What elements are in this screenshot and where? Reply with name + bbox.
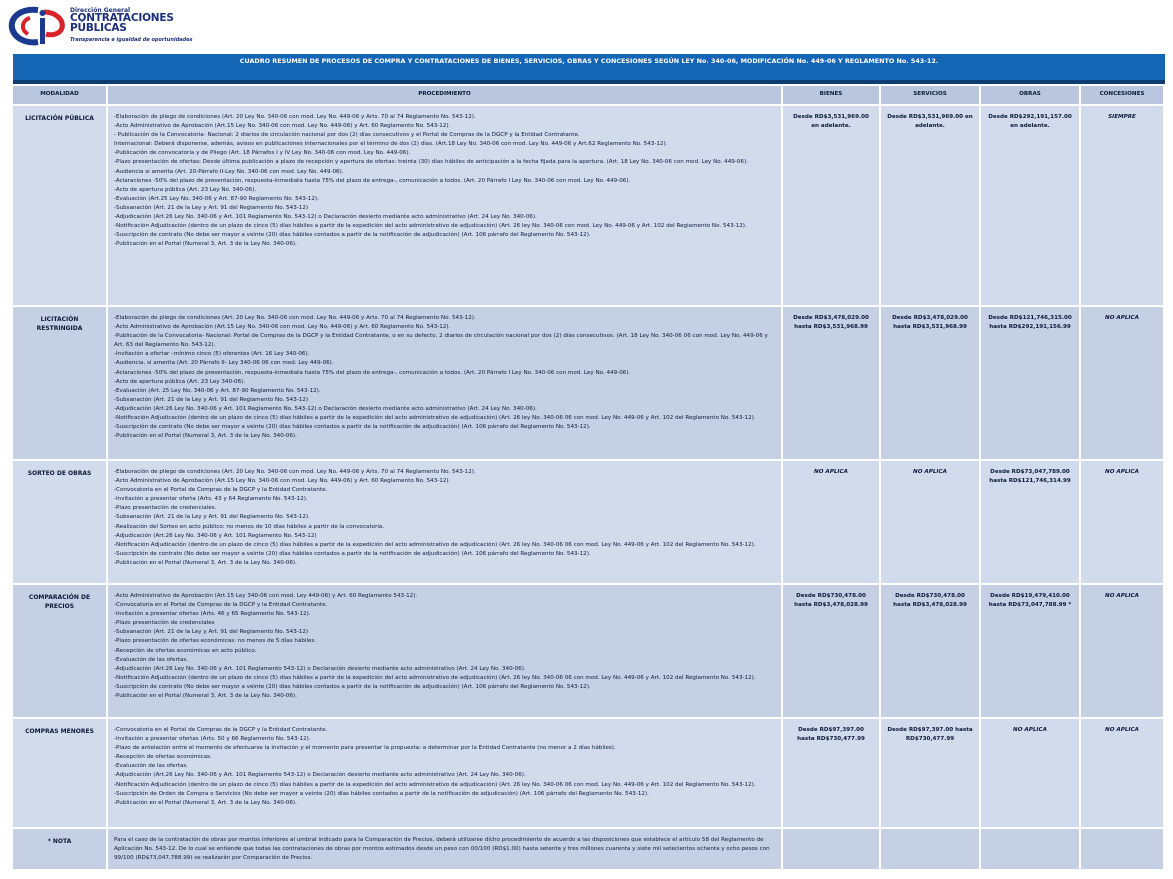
- procedimiento-step: -Invitación a ofertar –mínimo cinco (5) oferentes (Art. 16 Ley 340-06).: [114, 351, 310, 358]
- procedimiento-step: -Suscripción de contrato (No debe ser mayor a veinte (20) días hábiles contados a partir de la notificación de adjudicación) (Art. 106 párrafo del Reglamento No. 543-12).: [114, 550, 591, 557]
- procedimiento-step: -Subsanación (Art. 21 de la Ley y Art. 91 del Reglamento No. 543-12): [114, 629, 309, 636]
- procedimiento-step: -Suscripción de contrato (No debe ser mayor a veinte (20) días hábiles contados a partir de la notificación de adjudicación) (Art. 106 párrafo del Reglamento No. 543-12).: [114, 232, 591, 239]
- procedimiento-step: Internacional: Deberá disponerse, además, avisos en publicaciones internacionales por el término de dos (2) días. (Art.18 Ley No. 340-06 con mod. Ley No. 449-06 y Art.62 Reglamento No. 543-12).: [114, 141, 668, 148]
- procedimiento-step: -Aclaraciones -50% del plazo de presentación, respuesta-inmediata hasta 75% del plazo de entrega-, comunicación a todos. (Art. 20 Párrafo I Ley No. 340-06 con mod. Ley No. 449-06).: [114, 369, 631, 376]
- procedimiento-step: -Plazo presentación de credenciales.: [114, 505, 217, 512]
- summary-table: [13, 86, 1165, 871]
- procedimiento-step: -Convocatoria en el Portal de Compras de la DGCP y la Entidad Contratante.: [114, 602, 328, 609]
- procedimiento-step: -Plazo presentación de credenciales: [114, 620, 215, 627]
- procedimiento-step: -Plazo presentación de ofertas económicas: no menos de 5 días hábiles.: [114, 638, 317, 645]
- procedimiento-step: -Evaluación de las ofertas.: [114, 656, 189, 663]
- dgcp-logo-icon: [8, 4, 68, 48]
- page-header: [0, 0, 1173, 52]
- procedimiento-step: -Adjudicación (Art.26 Ley No. 340-06 y Art. 101 Reglamento No. 543-12): [114, 532, 317, 539]
- header-modalidad: MODALIDAD: [13, 86, 108, 106]
- procedimiento-step: -Plazo presentación de ofertas: Desde última publicación a plazo de recepción y apertura de ofertas: treinta (30) días hábiles de anticipación a la fecha fijada para la apertura. (Art. 18 Ley No. 340-06 con mod. Ley No. 449-06).: [114, 159, 748, 166]
- obras-cell: Desde RD$292,191,157.00 en adelante.: [981, 106, 1081, 307]
- procedimiento-step: -Publicación de convocatoria y de Pliego (Art. 18 Párrafos I y IV Ley No. 340-06 con mod. Ley No. 449-06).: [114, 150, 411, 157]
- concesiones-cell: NO APLICA: [1081, 461, 1165, 585]
- obras-cell: Desde RD$121,746,315.00 hasta RD$292,191,156.99: [981, 307, 1081, 461]
- procedimiento-step: -Convocatoria en el Portal de Compras de la DGCP y la Entidad Contratante.: [114, 487, 328, 494]
- procedimiento-step: -Publicación en el Portal (Numeral 3, Art. 3 de la Ley No. 340-06).: [114, 559, 297, 566]
- concesiones-cell: SIEMPRE: [1081, 106, 1165, 307]
- procedimiento-step: -Elaboración de pliego de condiciones (Art. 20 Ley No. 340-06 con mod. Ley No. 449-06 y Arts. 70 al 74 Reglamento No. 543-12).: [114, 114, 476, 120]
- table-row: [13, 719, 1165, 829]
- procedimiento-step: -Invitación a presentar ofertas (Arts. 46 y 65 Reglamento No. 543-12).: [114, 611, 311, 618]
- procedimiento-step: -Acto de apertura pública (Art. 23 Ley 340-06).: [114, 378, 246, 385]
- procedimiento-step: -Convocatoria en el Portal de Compras de la DGCP y la Entidad Contratante.: [114, 727, 328, 733]
- nota-row: [13, 829, 1165, 871]
- procedimiento-step: -Notificación Adjudicación (dentro de un plazo de cinco (5) días hábiles a partir de la expedición del acto administrativo de adjudicación) (Art. 26 ley No. 340-06 06 con mod. Ley No. 449-06 y Art. 102 del Reglamento No. 543-12).: [114, 541, 756, 548]
- procedimiento-step: -Recepción de ofertas económicas en acto público.: [114, 647, 257, 654]
- empty-cell: [981, 829, 1081, 871]
- procedimiento-step: -Recepción de ofertas económicas.: [114, 754, 212, 761]
- procedimiento-step: -Plazo de antelación entre el momento de efectuarse la invitación y el momento para presentar la propuesta: a determinar por la Entidad Contratante (no menor a 2 días hábiles).: [114, 745, 616, 752]
- procedimiento-step: -Audiencia, si amerita (Art. 20 Párrafo II- Ley 340-06 06 con mod. Ley 449-06).: [114, 360, 334, 367]
- logo-line-2: CONTRATACIONES PÚBLICAS: [70, 12, 174, 34]
- header-servicios: SERVICIOS: [881, 86, 981, 106]
- procedimiento-step: -Audiencia si amerita (Art. 20-Párrafo II-Ley No. 340-06 con mod. Ley No. 449-06).: [114, 168, 344, 175]
- table-title-banner: CUADRO RESUMEN DE PROCESOS DE COMPRA Y CONTRATACIONES DE BIENES, SERVICIOS, OBRAS Y CONCESIONES SEGÚN LEY No. 340-06, MODIFICACIÓN No. 449-06 Y REGLAMENTO No. 543-12.: [13, 54, 1165, 84]
- header-row: [13, 86, 1165, 106]
- procedimiento-step: -Evaluación de las ofertas.: [114, 763, 189, 770]
- procedimiento-step: -Publicación en el Portal (Numeral 3, Art. 3 de la Ley No. 340-06).: [114, 799, 297, 806]
- procedimiento-step: -Notificación Adjudicación (dentro de un plazo de cinco (5) días hábiles a partir de la expedición del acto administrativo de adjudicación) (Art. 26 ley No. 340-06 06 con mod. Ley No. 449-06 y Art. 102 del Reglamento No. 543-12).: [114, 781, 756, 788]
- procedimiento-step: -Publicación en el Portal (Numeral 3, Art. 3 de la Ley No. 340-06).: [114, 241, 297, 248]
- procedimiento-step: -Adjudicación (Art.26 Ley No. 340-06 y Art. 101 Reglamento 543-12) o Declaración desierto mediante acto administrativo (Art. 24 Ley No. 340-06).: [114, 665, 526, 672]
- concesiones-cell: NO APLICA: [1081, 719, 1165, 829]
- empty-cell: [783, 829, 881, 871]
- table-row: [13, 106, 1165, 307]
- procedimiento-step: -Subsanación (Art. 21 de la Ley y Art. 91 del Reglamento No. 543-12): [114, 204, 309, 211]
- procedimiento-cell: [108, 719, 783, 829]
- procedimiento-step: -Acto Administrativo de Aprobación (Art.15 Ley No. 340-06 con mod. Ley No. 449-06) y Art. 60 Reglamento No. 543-12).: [114, 324, 451, 331]
- procedimiento-step: -Invitación a presentar oferta (Arts. 43 y 64 Reglamento No. 543-12).: [114, 496, 308, 503]
- bienes-cell: Desde RD$3,478,029.00 hasta RD$3,531,968.99: [783, 307, 881, 461]
- procedimiento-step: -Evaluación (Art. 25 Ley No. 340-06 y Art. 87-90 Reglamento No. 543-12).: [114, 387, 321, 394]
- table-row: [13, 461, 1165, 585]
- procedimiento-step: -Acto Administrativo de Aprobación (Art.15 Ley No. 340-06 con mod. Ley No. 449-06) y Art. 60 Reglamento No. 543-12).: [114, 123, 451, 130]
- servicios-cell: NO APLICA: [881, 461, 981, 585]
- modalidad-cell: LICITACIÓN PÚBLICA: [13, 106, 108, 307]
- bienes-cell: NO APLICA: [783, 461, 881, 585]
- procedimiento-step: -Acto Administrativo de Aprobación (Art.15 Ley No. 340-06 con mod. Ley No. 449-06) y Art. 60 Reglamento No. 543-12).: [114, 478, 451, 485]
- servicios-cell: Desde RD$97,397.00 hasta RD$730,477.99: [881, 719, 981, 829]
- procedimiento-step: -Elaboración de pliego de condiciones (Art. 20 Ley No. 340-06 con mod. Ley No. 449-06 y Arts. 70 al 74 Reglamento No. 543-12).: [114, 315, 476, 321]
- obras-cell: NO APLICA: [981, 719, 1081, 829]
- concesiones-cell: NO APLICA: [1081, 307, 1165, 461]
- logo-tagline: Transparencia e igualdad de oportunidades: [70, 37, 193, 43]
- bienes-cell: Desde RD$97,397.00 hasta RD$730,477.99: [783, 719, 881, 829]
- procedimiento-step: -Aclaraciones -50% del plazo de presentación, respuesta-inmediata hasta 75% del plazo de entrega-, comunicación a todos. (Art. 20 Párrafo I Ley No. 340-06 con mod. Ley No. 449-06).: [114, 177, 631, 184]
- procedimiento-step: -Notificación Adjudicación (dentro de un plazo de cinco (5) días hábiles a partir de la expedición del acto administrativo de adjudicación) (Art. 26 ley No. 340-06 06 con mod. Ley No. 449-06 y Art. 102 del Reglamento No. 543-12).: [114, 415, 756, 422]
- table-row: [13, 307, 1165, 461]
- procedimiento-step: -Acto de apertura pública (Art. 23 Ley No. 340-06).: [114, 186, 257, 193]
- header-obras: OBRAS: [981, 86, 1081, 106]
- procedimiento-cell: [108, 106, 783, 307]
- obras-cell: Desde RD$73,047,789.00 hasta RD$121,746,314.99: [981, 461, 1081, 585]
- table-row: [13, 585, 1165, 719]
- procedimiento-step: -Acto Administrativo de Aprobación (Art.15 Ley 340-06 con mod. Ley 449-06) y Art. 60 Reglamento 543-12).: [114, 593, 418, 599]
- procedimiento-step: -Subsanación (Art. 21 de la Ley y Art. 91 del Reglamento No. 543-12): [114, 396, 309, 403]
- procedimiento-step: -Invitación a presentar ofertas (Arts. 50 y 66 Reglamento No. 543-12).: [114, 736, 311, 743]
- header-procedimiento: PROCEDIMIENTO: [108, 86, 783, 106]
- procedimiento-step: -Publicación de la Convocatoria- Nacional: Portal de Compras de la DGCP y la Entidad Contratante, o en su defecto, 2 diarios de circulación nacional por dos (2) días consecutivos. (Art. 18 Ley No. 340-06 06 con mod. Ley No. 449-06 y Art. 63 del Reglamento No. 543-12).: [114, 333, 768, 349]
- modalidad-cell: SORTEO DE OBRAS: [13, 461, 108, 585]
- modalidad-cell: LICITACIÓN RESTRINGIDA: [13, 307, 108, 461]
- procedimiento-step: -Notificación Adjudicación (dentro de un plazo de cinco (5) días hábiles a partir de la expedición del acto administrativo de adjudicación) (Art. 26 ley No. 340-06 06 con mod. Ley No. 449-06 y Art. 102 del Reglamento No. 543-12).: [114, 674, 756, 681]
- concesiones-cell: NO APLICA: [1081, 585, 1165, 719]
- nota-text: Para el caso de la contratación de obras por montos inferiores al umbral indicado para la Comparación de Precios, deberá utilizarse dicho procedimiento de acuerdo a las disposiciones que establece el artículo 58 del Reglamento de Aplicación No. 543-12. De lo cual se entiende que todas las contrataciones de obras por montos estimados desde un peso con 00/100 (RD$1.00) hasta setenta y tres millones cuarenta y siete mil setecientos ochenta y ocho pesos con 99/100 (RD$73,047,788.99) se realizarán por Comparación de Precios.: [108, 829, 783, 871]
- nota-label: * NOTA: [13, 829, 108, 871]
- procedimiento-cell: [108, 461, 783, 585]
- bienes-cell: Desde RD$3,531,969.00 en adelante.: [783, 106, 881, 307]
- procedimiento-step: -Publicación en el Portal (Numeral 3, Art. 3 de la Ley No. 340-06).: [114, 693, 297, 700]
- bienes-cell: Desde RD$730,478.00 hasta RD$3,478,028.99: [783, 585, 881, 719]
- procedimiento-step: -Notificación Adjudicación (dentro de un plazo de cinco (5) días hábiles a partir de la expedición del acto administrativo de adjudicación) (Art. 26 ley No. 340-06 con mod. Ley No. 449-06 y Art. 102 del Reglamento No. 543-12).: [114, 223, 747, 230]
- procedimiento-step: -Elaboración de pliego de condiciones (Art. 20 Ley No. 340-06 con mod. Ley No. 449-06 y Arts. 70 al 74 Reglamento No. 543-12).: [114, 469, 476, 475]
- procedimiento-step: -Realización del Sorteo en acto público: no menos de 10 días hábiles a partir de la convocatoria.: [114, 523, 385, 530]
- procedimiento-step: -Adjudicación (Art.26 Ley No. 340-06 y Art. 101 Reglamento No. 543-12) o Declaración desierto mediante acto administrativo (Art. 24 Ley No. 340-06).: [114, 214, 537, 221]
- procedimiento-step: -Suscripción de contrato (No debe ser mayor a veinte (20) días hábiles contados a partir de la notificación de adjudicación) (Art. 106 párrafo del Reglamento No. 543-12).: [114, 683, 591, 690]
- empty-cell: [881, 829, 981, 871]
- header-concesiones: CONCESIONES: [1081, 86, 1165, 106]
- procedimiento-step: -Adjudicación (Art.26 Ley No. 340-06 y Art. 101 Reglamento 543-12) o Declaración desierto mediante acto administrativo (Art. 24 Ley No. 340-06).: [114, 772, 526, 779]
- logo-line-1: Dirección General: [70, 7, 131, 14]
- dgcp-logo: [8, 4, 193, 48]
- empty-cell: [1081, 829, 1165, 871]
- procedimiento-cell: [108, 585, 783, 719]
- procedimiento-step: -Suscripción de Orden de Compra o Servicios (No debe ser mayor a veinte (20) días hábiles contados a partir de la notificación de adjudicación) (Art. 106 párrafo del Reglamento No. 543-12).: [114, 790, 649, 797]
- servicios-cell: Desde RD$3,531,969.00 en adelante.: [881, 106, 981, 307]
- procedimiento-step: -Suscripción de contrato (No debe ser mayor a veinte (20) días hábiles contados a partir de la notificación de adjudicación) (Art. 106 párrafo del Reglamento No. 543-12).: [114, 424, 591, 431]
- procedimiento-step: - Publicación de la Convocatoria- Nacional: 2 diarios de circulación nacional por dos (2) días consecutivos y el Portal de Compras de la DGCP y la Entidad Contratante.: [114, 132, 580, 139]
- modalidad-cell: COMPRAS MENORES: [13, 719, 108, 829]
- procedimiento-cell: [108, 307, 783, 461]
- header-bienes: BIENES: [783, 86, 881, 106]
- procedimiento-step: -Subsanación (Art. 21 de la Ley y Art. 91 del Reglamento No. 543-12).: [114, 514, 310, 521]
- procedimiento-step: -Evaluación (Art.25 Ley No. 340-06 y Art. 87-90 Reglamento No. 543-12).: [114, 195, 319, 202]
- servicios-cell: Desde RD$3,478,029.00 hasta RD$3,531,968.99: [881, 307, 981, 461]
- servicios-cell: Desde RD$730,478.00 hasta RD$3,478,028.99: [881, 585, 981, 719]
- obras-cell: Desde RD$19,479,410.00 hasta RD$73,047,788.99 *: [981, 585, 1081, 719]
- procedimiento-step: -Adjudicación (Art.26 Ley No. 340-06 y Art. 101 Reglamento No. 543-12) o Declaración desierto mediante acto administrativo (Art. 24 Ley No. 340-06).: [114, 405, 537, 412]
- procedimiento-step: -Publicación en el Portal (Numeral 3, Art. 3 de la Ley No. 340-06).: [114, 433, 297, 440]
- modalidad-cell: COMPARACIÓN DE PRECIOS: [13, 585, 108, 719]
